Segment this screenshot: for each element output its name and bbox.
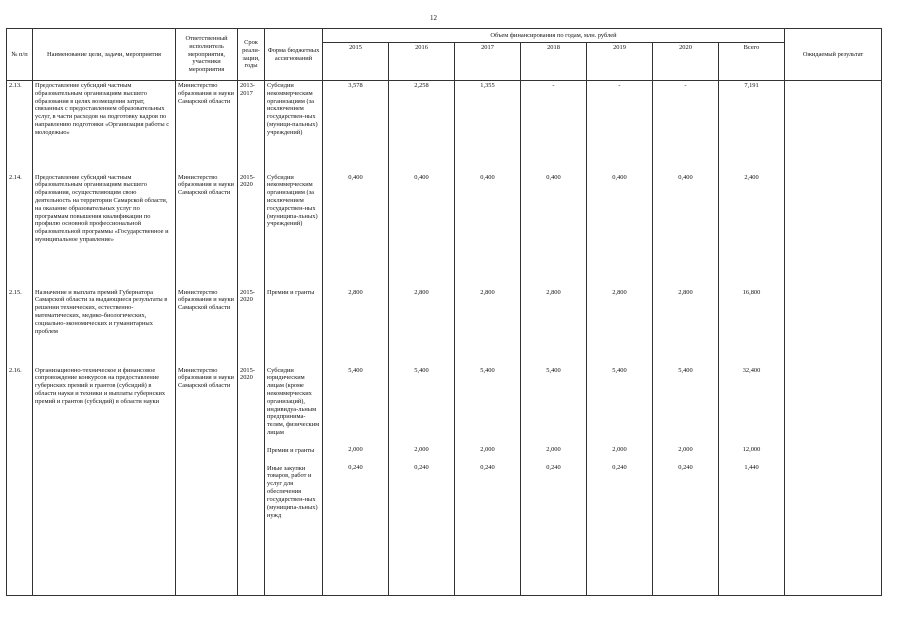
header-num: № п/п [7, 29, 33, 81]
funding-form: Премии и гранты [267, 288, 315, 296]
funding-value: 2,000 [480, 446, 495, 454]
header-funding: Объем финансирования по годам, млн. рублей [323, 29, 785, 43]
funding-value: 3,578 [348, 82, 363, 89]
row-result [785, 81, 882, 173]
row-year-value [521, 173, 587, 288]
funding-value: 2,000 [414, 446, 429, 454]
funding-value: 5,400 [414, 366, 429, 374]
row-name: Предоставление субсидий частным образовательным организациям высшего образования, осуществляющим свою деятельность на территории Самарской области, на оказание образовательных услуг по программам повышения квалификации по профилю основной профессиональной образовательной программы «Государственное и муниципальное управление» [33, 173, 176, 288]
row-year-value [455, 81, 521, 173]
funding-value: 0,400 [546, 173, 561, 181]
header-total: Всего [719, 43, 785, 81]
funding-value: 2,800 [678, 288, 693, 296]
row-year-value [389, 81, 455, 173]
funding-value: 0,400 [612, 173, 627, 181]
header-year: 2016 [389, 43, 455, 81]
table-row [7, 366, 882, 596]
header-result: Ожидаемый результат [785, 29, 882, 81]
header-year: 2020 [653, 43, 719, 81]
row-year-value [653, 173, 719, 288]
row-year-value [389, 288, 455, 366]
funding-value: 5,400 [348, 366, 363, 374]
row-executor: Министерство образования и науки Самарской области [176, 173, 238, 288]
funding-value: 0,400 [414, 173, 429, 181]
row-year-value [653, 288, 719, 366]
header-year: 2019 [587, 43, 653, 81]
row-year-value [587, 366, 653, 596]
row-result [785, 173, 882, 288]
funding-value: 5,400 [612, 366, 627, 374]
table-row [7, 173, 882, 288]
funding-value: 2,000 [348, 446, 363, 454]
funding-value: 2,800 [414, 288, 429, 296]
table-row [7, 288, 882, 366]
header-year: 2017 [455, 43, 521, 81]
row-term: 2015-2020 [238, 288, 265, 366]
row-total [719, 173, 785, 288]
row-name: Организационно-техническое и финансовое сопровождение конкурсов на предоставление губернских премий и грантов (субсидий) в области науки и техники и выплаты губернских премий и грантов (субсидий) в области науки [33, 366, 176, 596]
row-year-value [389, 366, 455, 596]
funding-value: 2,800 [480, 288, 495, 296]
funding-value: 0,240 [348, 464, 363, 472]
row-year-value [455, 366, 521, 596]
funding-form: Субсидии юридическим лицам (кроме некоммерческих организаций), индивидуа-льным предпринима-телям, физическим лицам [267, 366, 320, 436]
funding-value: 5,400 [678, 366, 693, 374]
row-year-value [323, 288, 389, 366]
funding-value: 0,240 [480, 464, 495, 472]
row-executor: Министерство образования и науки Самарской области [176, 81, 238, 173]
funding-value: 0,240 [414, 464, 429, 472]
row-result [785, 366, 882, 596]
funding-form: Субсидии некоммерческим организациям (за исключением государствен-ных (муници-пальных) учреждений) [267, 82, 318, 136]
funding-value: 2,800 [612, 288, 627, 296]
row-result [785, 288, 882, 366]
funding-value: 0,240 [678, 464, 693, 472]
header-form: Форма бюджетных ассигнований [265, 29, 323, 81]
table-row [7, 81, 882, 173]
funding-value: 5,400 [480, 366, 495, 374]
row-year-value [389, 173, 455, 288]
row-year-value [587, 81, 653, 173]
funding-value: 32,400 [742, 366, 761, 374]
funding-form: Субсидии некоммерческим организациям (за исключением государствен-ных (муниципа-льных) учреждений) [267, 173, 318, 228]
funding-value: - [684, 82, 687, 89]
funding-value: 12,000 [742, 446, 761, 454]
funding-value: 1,355 [480, 82, 495, 89]
funding-value: 2,800 [546, 288, 561, 296]
funding-value: 2,000 [678, 446, 693, 454]
row-name: Назначение и выплата премий Губернатора Самарской области за выдающиеся результаты в решении технических, естественно-математических, медико-биологических, социально-экономических и гуманитарных проблем [33, 288, 176, 366]
row-number: 2.15. [7, 288, 33, 366]
funding-value: 2,800 [348, 288, 363, 296]
funding-form: Премии и гранты [267, 446, 315, 454]
funding-value: 1,440 [744, 464, 759, 472]
funding-value: 0,400 [678, 173, 693, 181]
row-number: 2.16. [7, 366, 33, 596]
row-year-value [521, 366, 587, 596]
funding-value: - [552, 82, 555, 89]
row-year-value [587, 288, 653, 366]
funding-value: 0,400 [480, 173, 495, 181]
financing-table [6, 28, 882, 596]
funding-value: 0,240 [612, 464, 627, 472]
row-year-value [455, 288, 521, 366]
row-total [719, 81, 785, 173]
row-form [265, 366, 323, 596]
row-term: 2015-2020 [238, 366, 265, 596]
row-year-value [323, 173, 389, 288]
row-form [265, 173, 323, 288]
funding-value: 0,400 [348, 173, 363, 181]
funding-value: 2,400 [744, 173, 759, 181]
row-executor: Министерство образования и науки Самарской области [176, 366, 238, 596]
funding-value: 2,258 [414, 82, 429, 89]
header-executor: Ответственный исполнитель мероприятия, участники мероприятия [176, 29, 238, 81]
row-year-value [323, 366, 389, 596]
funding-value: 0,240 [546, 464, 561, 472]
funding-value: - [618, 82, 621, 89]
row-name: Предоставление субсидий частным образовательным организациям высшего образования в целях возмещения затрат, связанных с предоставлением образовательных услуг, в части расходов на подготовку кадров по направлению подготовки «Организация работы с молодежью» [33, 81, 176, 173]
table-body [7, 81, 882, 596]
row-term: 2013-2017 [238, 81, 265, 173]
header-name: Наименование цели, задачи, мероприятия [33, 29, 176, 81]
row-executor: Министерство образования и науки Самарской области [176, 288, 238, 366]
row-year-value [653, 366, 719, 596]
row-year-value [455, 173, 521, 288]
row-year-value [587, 173, 653, 288]
page-number: 12 [430, 14, 437, 22]
funding-value: 2,000 [546, 446, 561, 454]
row-total [719, 366, 785, 596]
row-year-value [323, 81, 389, 173]
row-term: 2015-2020 [238, 173, 265, 288]
header-year: 2015 [323, 43, 389, 81]
table-header [7, 29, 882, 81]
row-form [265, 81, 323, 173]
row-year-value [653, 81, 719, 173]
funding-value: 2,000 [612, 446, 627, 454]
row-year-value [521, 288, 587, 366]
header-year: 2018 [521, 43, 587, 81]
row-number: 2.13. [7, 81, 33, 173]
funding-form: Иные закупки товаров, работ и услуг для обеспечения государствен-ных (муниципа-льных) нужд [267, 464, 318, 519]
row-total [719, 288, 785, 366]
row-year-value [521, 81, 587, 173]
row-number: 2.14. [7, 173, 33, 288]
funding-value: 7,191 [744, 82, 759, 89]
funding-value: 16,800 [742, 288, 761, 296]
header-term: Срок реали-зации, годы [238, 29, 265, 81]
row-form [265, 288, 323, 366]
funding-value: 5,400 [546, 366, 561, 374]
